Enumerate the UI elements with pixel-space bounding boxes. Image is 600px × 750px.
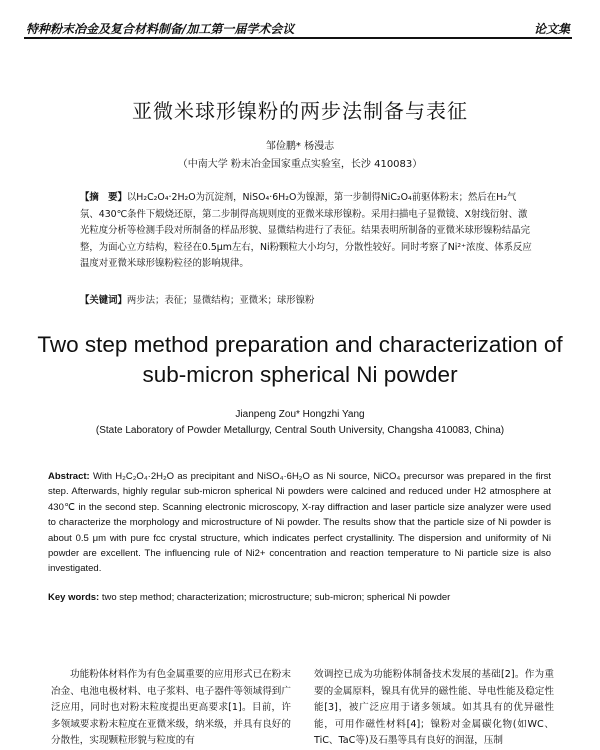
body-column-right: 效调控已成为功能粉体制备技术发展的基础[2]。作为重要的金属原料，镍具有优异的磁性能、导电性能及稳定性能[3]，被广泛应用于诸多领域。如其具有的优异磁性能，可用作磁性材料[4]；镍粉对金属碳化物(如WC、TiC、TaC等)及石墨等具有良好的润湿，压制 [314, 669, 554, 746]
chinese-abstract-text: 以H₂C₂O₄·2H₂O为沉淀剂，NiSO₄·6H₂O为镍源，第一步制得NiC₂O₄前驱体粉末；然后在H₂气氛、430℃条件下煅烧还原，第二步制得高规则度的亚微米球形镍粉。采用扫描电子显微镜、X射线衍射、激光粒度分析等检测手段对所制备的样品形貌、显微结构进行了表征。结果表明所制备的亚微米球形镍粉结晶完整，为面心立方结构，粒径在0.5μm左右，Ni粉颗粒大小均匀，分散性较好。同时考察了Ni²⁺浓度、体系反应温度对亚微米球形镍粉粒径的影响规律。 [80, 192, 532, 270]
chinese-authors: 邹俭鹏* 杨漫志 [265, 141, 335, 152]
english-keywords [48, 592, 551, 603]
chinese-abstract [80, 190, 535, 273]
header-rule [24, 37, 572, 39]
english-affiliation: (State Laboratory of Powder Metallurgy, Central South University, Changsha 410083, China) [95, 425, 505, 436]
chinese-abstract-label: 【摘 要】 [80, 192, 127, 203]
chinese-title: 亚微米球形镍粉的两步法制备与表征 [132, 99, 468, 123]
english-keywords-text: two step method; characterization; microstructure; sub-micron; spherical Ni powder [101, 592, 451, 603]
english-keywords-label: Key words: [48, 592, 100, 603]
english-abstract-label: Abstract: [48, 471, 90, 482]
english-abstract [48, 469, 551, 577]
english-abstract-text: With H₂C₂O₄·2H₂O as precipitant and NiSO₄·6H₂O as Ni source, NiCO₄ precursor was prepared in the first step. Afterwards, highly regular sub-micron spherical Ni powders were calcined and reduced under H2 atmosphere at 430℃ in the second step. Scanning electronic microscopy, X-ray diffraction and laser particle size analyzer were used to characterize the morphology and microstructure of Ni powder. The results show that the particle size of Ni powder is about 0.5 μm with pure fcc crystal structure, which indicates perfect crystallinity. The dispersion and uniformity of Ni powder are excellent. The influencing rule of Ni2+ concentration and reaction temperature to Ni particle size is also investigated. [48, 471, 551, 575]
body-column-left: 功能粉体材料作为有色金属重要的应用形式已在粉末冶金、电池电极材料、电子浆料、电子器件等领域得到广泛应用，同时也对粉末粒度提出更高要求[1]。目前，许多领域要求粉末粒度在亚微米级，纳米级，并具有良好的分散性，实现颗粒形貌与粒度的有 [51, 669, 291, 746]
chinese-keywords-text: 两步法；表征；显微结构；亚微米；球形镍粉 [126, 295, 315, 306]
proceedings-label: 论文集 [533, 22, 570, 36]
conference-title: 特种粉末冶金及复合材料制备/加工第一届学术会议 [26, 22, 295, 36]
chinese-affiliation: （中南大学 粉末冶金国家重点实验室，长沙 410083） [177, 159, 423, 170]
english-authors: Jianpeng Zou* Hongzhi Yang [235, 409, 365, 420]
chinese-keywords-label: 【关键词】 [80, 295, 127, 306]
running-header [26, 20, 570, 36]
chinese-keywords [80, 292, 535, 306]
english-title: Two step method preparation and characterization of sub-micron spherical Ni powder [37, 332, 563, 387]
